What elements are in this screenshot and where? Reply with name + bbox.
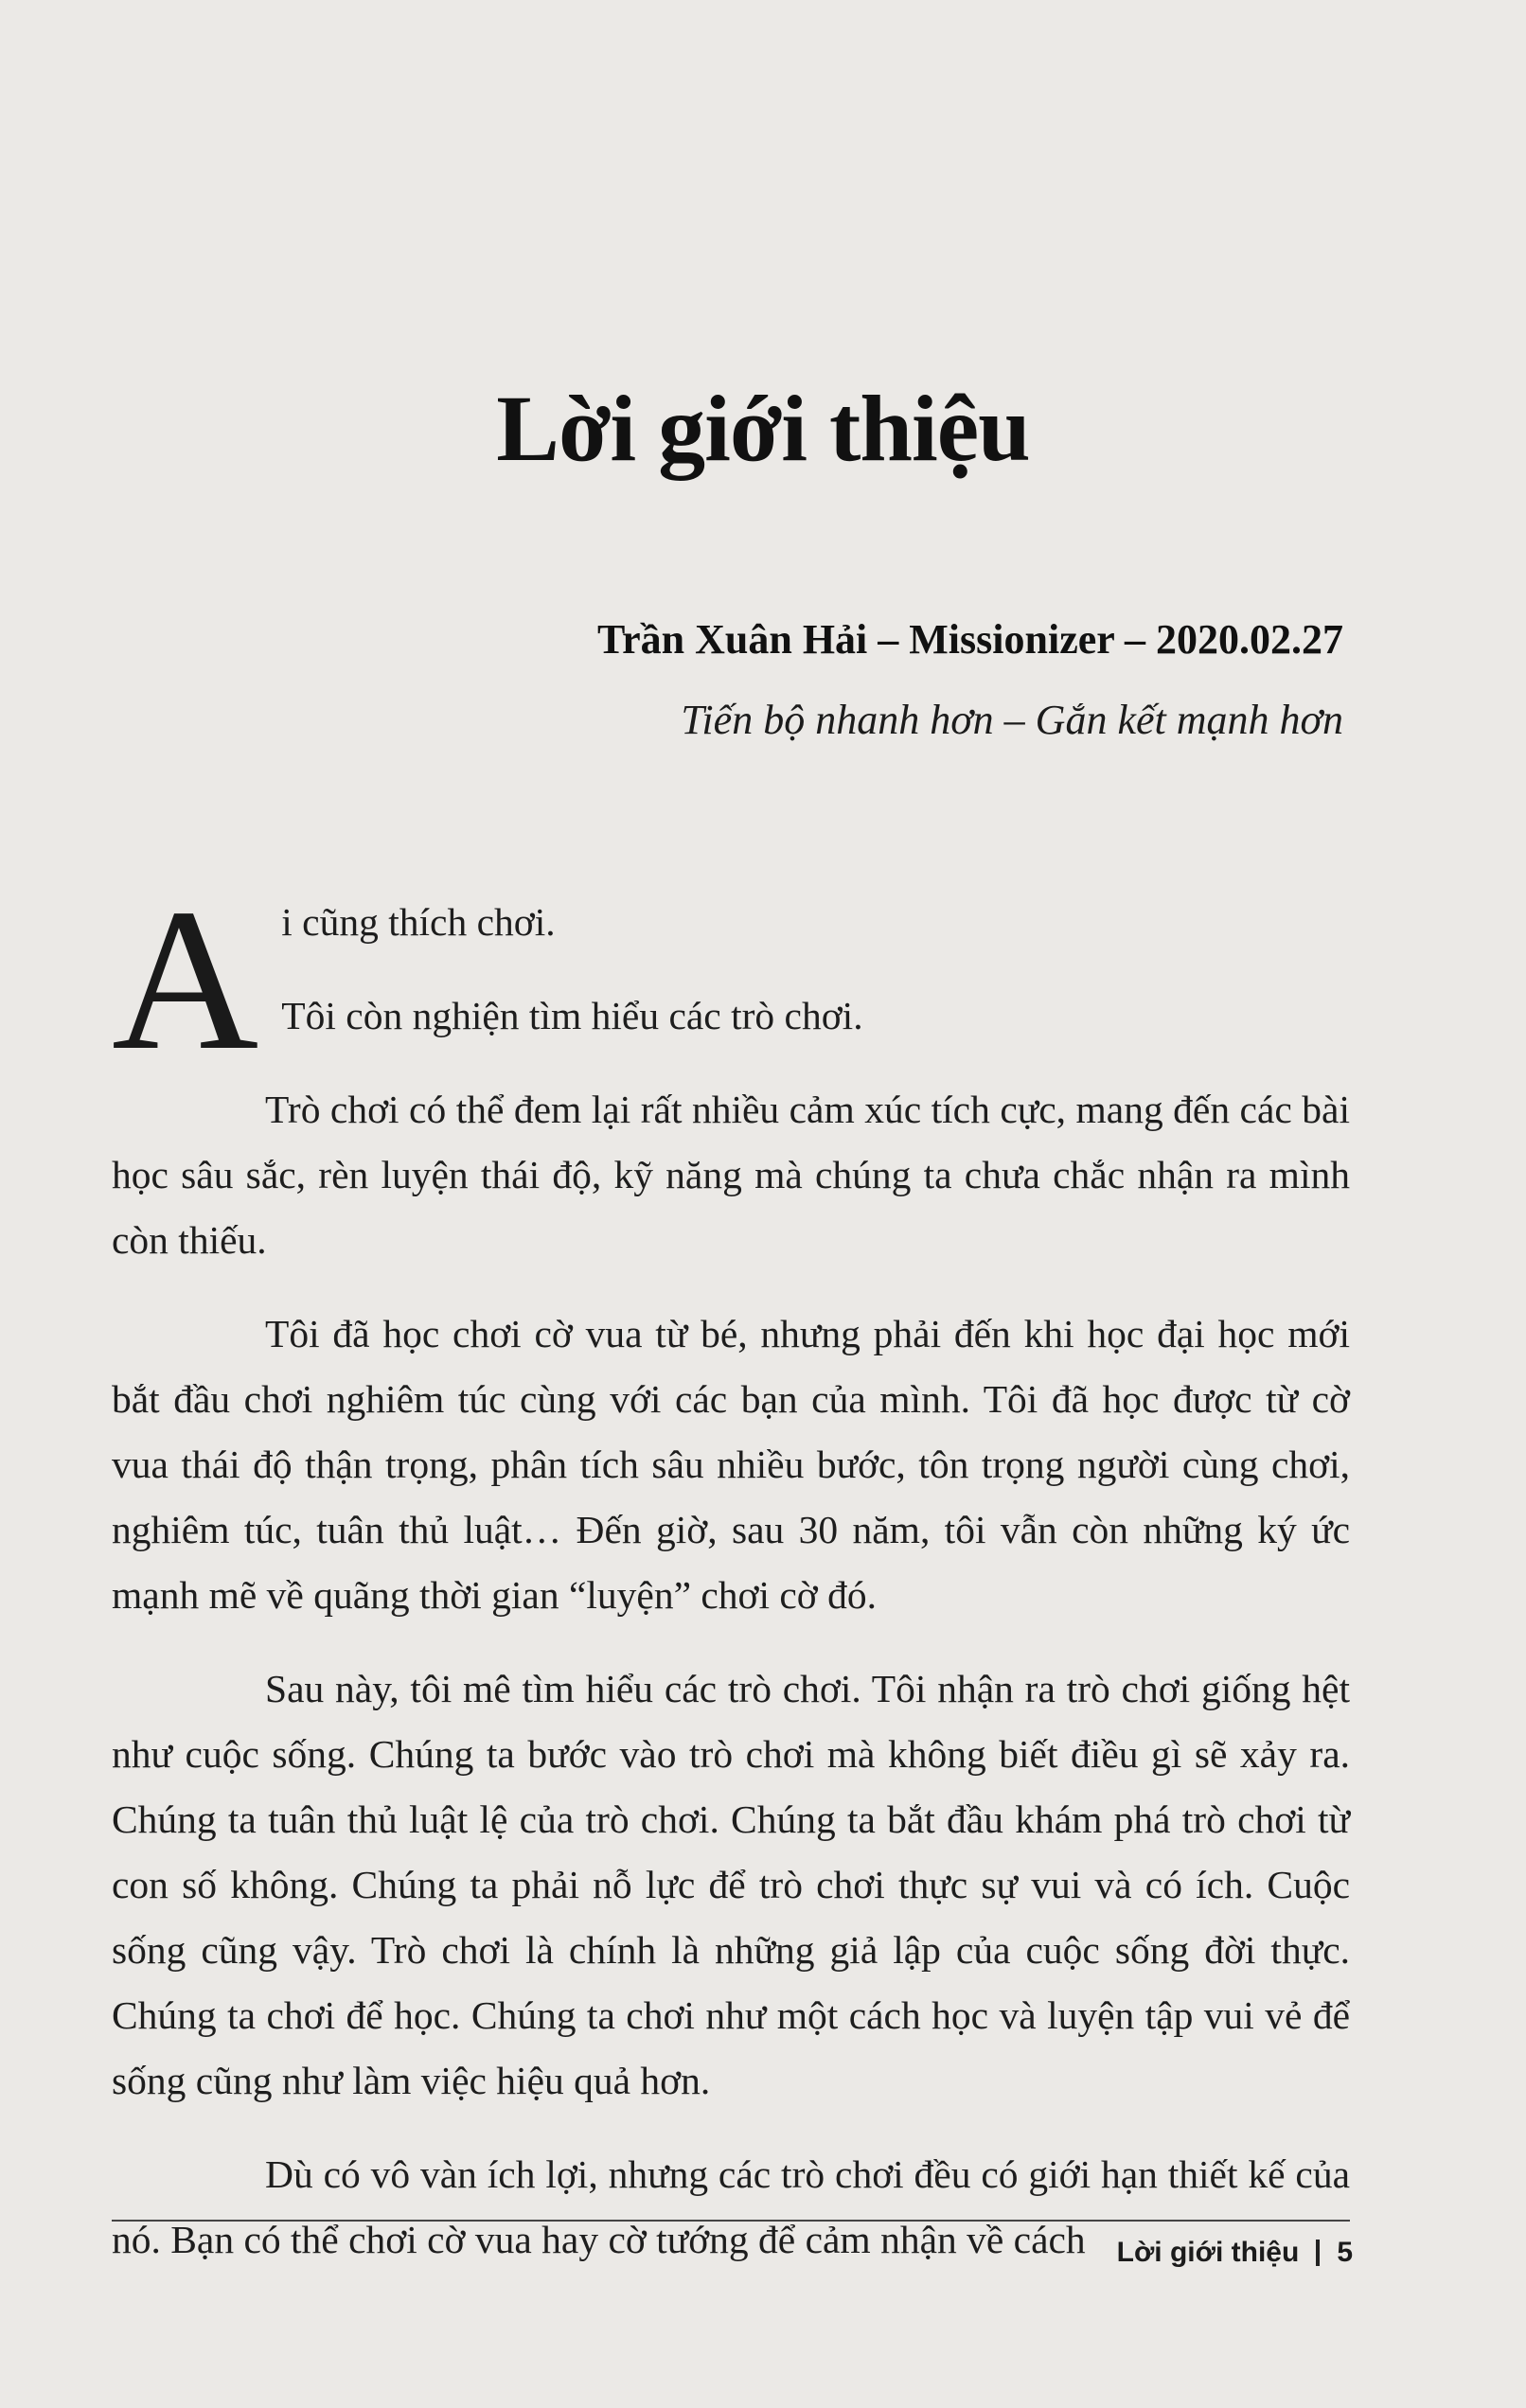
footer-separator	[1316, 2240, 1320, 2266]
drop-cap: A	[112, 866, 259, 1092]
footer-divider	[112, 2220, 1350, 2222]
paragraph-4: Tôi đã học chơi cờ vua từ bé, nhưng phải đến khi học đại học mới bắt đầu chơi nghiêm túc cùng với các bạn của mình. Tôi đã học được từ cờ vua thái độ thận trọng, phân tích sâu nhiều bước, tôn trọng người cùng chơi, nghiêm túc, tuân thủ luật… Đến giờ, sau 30 năm, tôi vẫn còn những ký ức mạnh mẽ về quãng thời gian “luyện” chơi cờ đó.	[112, 1312, 1350, 1617]
chapter-title: Lời giới thiệu	[496, 376, 1030, 481]
paragraph-6: Dù có vô vàn ích lợi, nhưng các trò chơi đều có giới hạn thiết kế của nó. Bạn có thể chơi cờ vua hay cờ tướng để cảm nhận về cách	[112, 2152, 1350, 2261]
page-number: 5	[1337, 2237, 1353, 2268]
author-line: Trần Xuân Hải – Missionizer – 2020.02.27	[597, 616, 1343, 663]
paragraph-5: Sau này, tôi mê tìm hiểu các trò chơi. Tôi nhận ra trò chơi giống hệt như cuộc sống. Chúng ta bước vào trò chơi mà không biết điều gì sẽ xảy ra. Chúng ta tuân thủ luật lệ của trò chơi. Chúng ta bắt đầu khám phá trò chơi từ con số không. Chúng ta phải nỗ lực để trò chơi thực sự vui và có ích. Cuộc sống cũng vậy. Trò chơi là chính là những giả lập của cuộc sống đời thực. Chúng ta chơi để học. Chúng ta chơi như một cách học và luyện tập vui vẻ để sống cũng như làm việc hiệu quả hơn.	[112, 1667, 1350, 2102]
running-title: Lời giới thiệu	[1116, 2237, 1300, 2268]
body-text	[112, 866, 1350, 2273]
paragraph-1: i cũng thích chơi.	[281, 900, 556, 944]
paragraph-2: Tôi còn nghiện tìm hiểu các trò chơi.	[281, 994, 863, 1037]
page-footer	[1117, 2237, 1353, 2269]
motto-line: Tiến bộ nhanh hơn – Gắn kết mạnh hơn	[681, 697, 1343, 743]
paragraph-3: Trò chơi có thể đem lại rất nhiều cảm xúc tích cực, mang đến các bài học sâu sắc, rèn luyện thái độ, kỹ năng mà chúng ta chưa chắc nhận ra mình còn thiếu.	[112, 1088, 1350, 1262]
